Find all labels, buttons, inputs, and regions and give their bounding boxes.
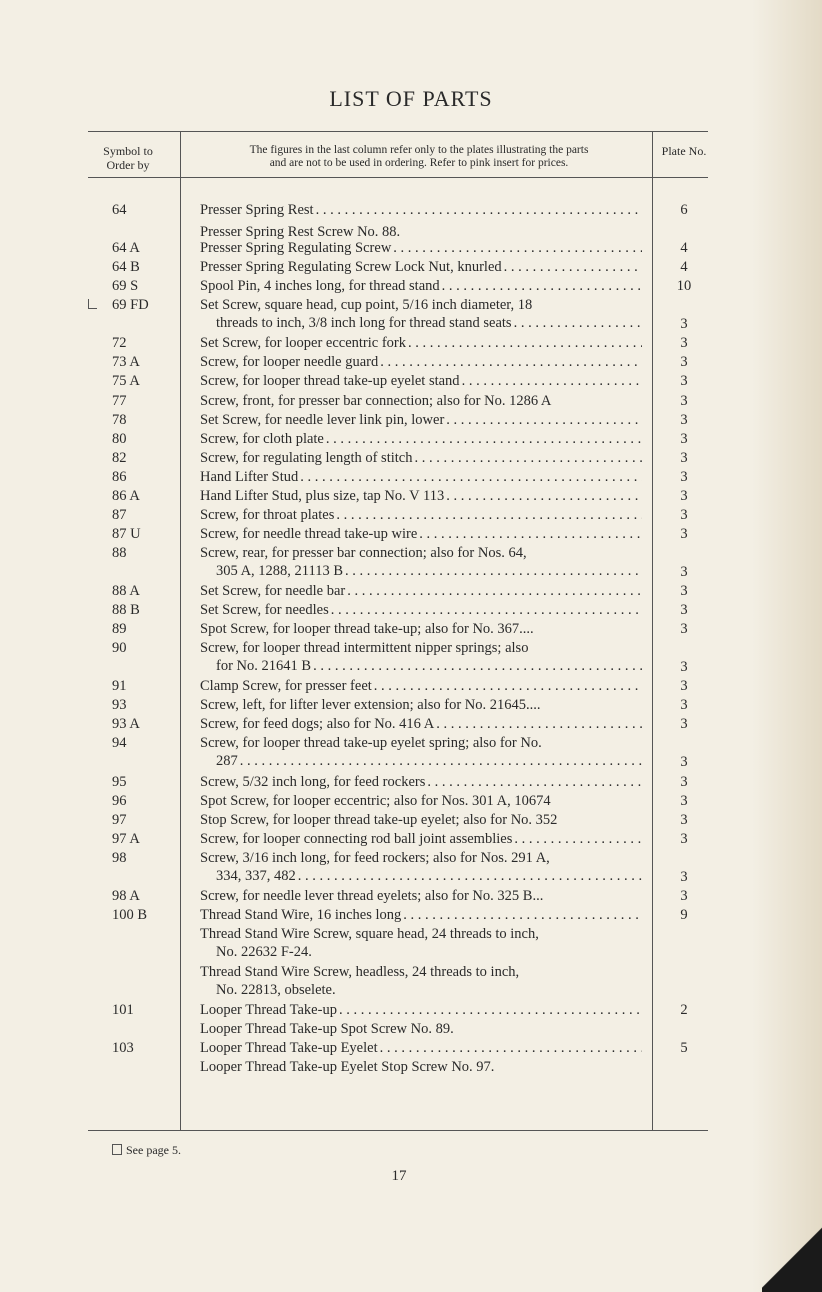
plate-number: 3 [680,716,688,732]
part-description-text: for No. 21641 B [216,658,312,674]
checkbox-marker-icon [88,299,97,309]
part-description-text: Thread Stand Wire, 16 inches long [200,907,402,923]
part-symbol-text: 97 A [112,831,140,847]
part-description [200,925,642,961]
part-symbol [88,620,168,638]
part-description [200,811,642,829]
plate-number: 5 [680,1040,688,1056]
plate-number: 6 [680,202,688,218]
part-description-text: Looper Thread Take-up [200,1002,337,1018]
part-description [200,334,642,352]
column-divider-right [652,131,653,1130]
part-symbol-text: 89 [112,621,127,637]
plate-number: 3 [680,412,688,428]
part-symbol-text: 88 B [112,602,140,618]
part-symbol [88,430,168,448]
part-description-text: 334, 337, 482 [216,868,296,884]
part-symbol [88,372,168,390]
part-description-line [200,411,642,429]
part-symbol [88,392,168,410]
part-description-line [200,392,642,410]
part-description-text: Set Screw, for needle lever link pin, lower [200,412,445,428]
plate-number: 3 [680,774,688,790]
plate-number: 4 [680,259,688,275]
part-description-line [200,239,642,257]
plate-number: 3 [680,793,688,809]
part-description [200,1020,642,1038]
part-symbol-text: 80 [112,431,127,447]
part-description-line [200,372,642,390]
plate-number: 3 [680,697,688,713]
part-description-line [200,525,642,543]
part-description-line [200,487,642,505]
plate-number: 3 [680,450,688,466]
dot-leader [408,334,642,352]
part-symbol [88,582,168,600]
part-description-text: Looper Thread Take-up Eyelet [200,1040,378,1056]
part-symbol-text: 95 [112,774,127,790]
part-symbol [88,201,168,219]
part-symbol-text: 93 A [112,716,140,732]
part-description-line [200,867,642,885]
part-symbol [88,906,168,924]
part-description [200,734,642,770]
dot-leader [504,258,642,276]
part-symbol [88,353,168,371]
plate-number: 3 [680,507,688,523]
part-description [200,620,642,638]
plate-number: 3 [680,335,688,351]
plate-number: 3 [680,354,688,370]
part-description [200,887,642,905]
part-symbol-text: 91 [112,678,127,694]
dot-leader [316,201,642,219]
part-symbol [88,887,168,905]
part-description [200,639,642,675]
part-symbol-text: 78 [112,412,127,428]
part-description-text: Screw, for looper thread take-up eyelet spring; also for No. [200,735,542,751]
part-description-line [200,715,642,733]
plate-number: 3 [680,678,688,694]
plate-number: 3 [680,469,688,485]
part-description-line [200,562,642,580]
plate-number: 3 [680,659,688,675]
part-symbol-text: 98 [112,850,127,866]
dot-leader [419,525,642,543]
plate-number: 3 [680,869,688,885]
plate-number: 3 [680,488,688,504]
part-description-text: Thread Stand Wire Screw, headless, 24 threads to inch, [200,964,520,980]
part-description-text: Screw, for looper thread take-up eyelet stand [200,373,460,389]
part-description-line [200,1001,642,1019]
part-description-text: Screw, for throat plates [200,507,335,523]
plate-reference-note [186,144,652,170]
part-description-line [200,449,642,467]
part-description-line [200,887,642,905]
part-description [200,1001,642,1019]
part-description [200,468,642,486]
header-top-rule [88,131,708,132]
part-description-text: Set Screw, for needles [200,602,329,618]
part-symbol [88,296,168,314]
dot-leader [514,314,642,332]
part-description-line [200,677,642,695]
part-symbol-text: 90 [112,640,127,656]
part-description-text: Spool Pin, 4 inches long, for thread stand [200,278,440,294]
plate-number: 3 [680,754,688,770]
part-description-text: threads to inch, 3/8 inch long for thread stand seats [216,315,512,331]
part-description [200,1058,642,1076]
symbol-column-header: Symbol to Order by [103,144,153,172]
part-description-text: Screw, for looper thread intermittent nipper springs; also [200,640,529,656]
dot-leader [331,601,642,619]
part-symbol [88,734,168,752]
plate-number: 2 [680,1002,688,1018]
part-symbol [88,677,168,695]
part-description [200,372,642,390]
dot-leader [442,277,642,295]
part-symbol-text: 101 [112,1002,134,1018]
part-description-text: Clamp Screw, for presser feet [200,678,372,694]
part-description-text: Screw, for feed dogs; also for No. 416 A [200,716,435,732]
part-description [200,544,642,580]
part-description-line [200,849,642,867]
part-symbol [88,506,168,524]
plate-number: 3 [680,602,688,618]
part-description-text: Hand Lifter Stud, plus size, tap No. V 113 [200,488,445,504]
part-symbol [88,773,168,791]
part-description-line [200,296,642,314]
page-title: LIST OF PARTS [329,86,493,111]
dot-leader [446,411,642,429]
part-symbol [88,277,168,295]
part-description-line [200,201,642,219]
part-symbol [88,487,168,505]
part-symbol-text: 73 A [112,354,140,370]
part-symbol [88,639,168,657]
part-description [200,239,642,257]
dot-leader [393,239,642,257]
part-description-line [200,334,642,352]
page-number: 17 [391,1168,407,1184]
part-description-line [200,277,642,295]
dot-leader [514,830,642,848]
part-description [200,906,642,924]
part-symbol-text: 98 A [112,888,140,904]
plate-number: 3 [680,888,688,904]
part-symbol-text: 88 [112,545,127,561]
part-symbol [88,449,168,467]
part-description [200,392,642,410]
dot-leader [414,449,642,467]
part-description-line [200,734,642,752]
part-description-line [200,773,642,791]
part-description-line [200,258,642,276]
part-description-line [200,1058,642,1076]
part-description-text: Presser Spring Rest Screw No. 88. [200,224,401,240]
part-description-text: Presser Spring Rest [200,202,314,218]
dot-leader [339,1001,642,1019]
part-description-text: Screw, 3/16 inch long, for feed rockers; also for Nos. 291 A, [200,850,550,866]
part-description [200,525,642,543]
part-description-text: Screw, front, for presser bar connection; also for No. 1286 A [200,393,552,409]
dot-leader [403,906,642,924]
part-symbol [88,715,168,733]
part-description-text: Screw, 5/32 inch long, for feed rockers [200,774,426,790]
part-description-text: Spot Screw, for looper eccentric; also for Nos. 301 A, 10674 [200,793,551,809]
plate-number: 3 [680,431,688,447]
dot-leader [436,715,642,733]
part-description-text: Screw, for looper needle guard [200,354,379,370]
plate-number: 3 [680,564,688,580]
plate-number: 4 [680,240,688,256]
plate-number: 3 [680,526,688,542]
part-description [200,677,642,695]
plate-number: 3 [680,393,688,409]
dot-leader [380,1039,642,1057]
part-description-text: Screw, for needle thread take-up wire [200,526,418,542]
part-description-text: No. 22632 F-24. [216,944,312,960]
part-description-line [200,696,642,714]
part-symbol-text: 88 A [112,583,140,599]
part-symbol [88,849,168,867]
part-description-text: Presser Spring Regulating Screw Lock Nut, knurled [200,259,502,275]
plate-column-header: Plate No. [661,144,707,158]
part-description [200,696,642,714]
part-description-line [200,1020,642,1038]
plate-number: 3 [680,373,688,389]
part-symbol [88,525,168,543]
part-symbol-text: 75 A [112,373,140,389]
plate-number: 3 [680,316,688,332]
part-symbol-text: 86 A [112,488,140,504]
part-description-line [200,468,642,486]
part-description-line [200,353,642,371]
part-symbol-text: 93 [112,697,127,713]
part-description [200,277,642,295]
part-description-line [200,752,642,770]
part-description [200,582,642,600]
part-description-line [200,1039,642,1057]
part-description [200,449,642,467]
part-description [200,487,642,505]
part-symbol-text: 97 [112,812,127,828]
part-description-line [200,981,642,999]
dot-leader [446,487,642,505]
part-symbol-text: 69 FD [112,297,149,313]
part-symbol-text: 103 [112,1040,134,1056]
dot-leader [298,867,642,885]
part-description-line [200,582,642,600]
part-description-line [200,657,642,675]
dot-leader [347,582,642,600]
part-description [200,353,642,371]
part-description [200,258,642,276]
plate-number: 3 [680,812,688,828]
plate-reference-note-line-1: The figures in the last column refer only to the plates illustrating the parts [249,144,589,156]
part-description [200,411,642,429]
part-symbol-text: 87 [112,507,127,523]
part-description [200,792,642,810]
plate-reference-note-line-2: and are not to be used in ordering. Refer to pink insert for prices. [269,157,569,169]
part-description-text: 305 A, 1288, 21113 B [216,563,344,579]
part-symbol-text: 69 S [112,278,139,294]
footnote [112,1143,181,1158]
dot-leader [240,752,642,770]
part-symbol [88,601,168,619]
part-description-text: Screw, left, for lifter lever extension; also for No. 21645.... [200,697,541,713]
part-description [200,430,642,448]
dot-leader [345,562,642,580]
part-description [200,1039,642,1057]
dot-leader [300,468,642,486]
page-corner-curl [762,1222,822,1292]
part-description-line [200,830,642,848]
part-symbol [88,411,168,429]
part-description-text: Presser Spring Regulating Screw [200,240,392,256]
part-description-text: Spot Screw, for looper thread take-up; also for No. 367.... [200,621,534,637]
part-description [200,715,642,733]
part-description-line [200,925,642,943]
part-symbol [88,792,168,810]
plate-number: 3 [680,583,688,599]
plate-number: 9 [680,907,688,923]
part-description-line [200,506,642,524]
part-description-text: Screw, for needle lever thread eyelets; also for No. 325 B... [200,888,544,904]
part-symbol-text: 87 U [112,526,141,542]
part-description-text: No. 22813, obselete. [216,982,336,998]
part-description-text: Hand Lifter Stud [200,469,299,485]
dot-leader [313,657,642,675]
part-symbol-text: 82 [112,450,127,466]
part-description-line [200,544,642,562]
part-description-line [200,811,642,829]
part-description [200,830,642,848]
page-edge-shading [752,0,822,1292]
part-symbol [88,696,168,714]
part-description-text: Screw, for cloth plate [200,431,324,447]
plate-number: 10 [676,278,692,294]
header-bottom-rule [88,177,708,178]
part-description [200,963,642,999]
dot-leader [380,353,642,371]
part-symbol-text: 64 [112,202,127,218]
part-symbol [88,811,168,829]
part-symbol-text: 72 [112,335,127,351]
part-symbol [88,334,168,352]
part-description-text: Set Screw, for needle bar [200,583,346,599]
part-description-text: Set Screw, for looper eccentric fork [200,335,406,351]
part-symbol [88,258,168,276]
part-symbol-text: 64 B [112,259,140,275]
dot-leader [336,506,642,524]
part-description [200,849,642,885]
part-description-text: Stop Screw, for looper thread take-up eyelet; also for No. 352 [200,812,558,828]
part-description-text: Looper Thread Take-up Eyelet Stop Screw No. 97. [200,1059,495,1075]
part-description-line [200,314,642,332]
part-description-text: Thread Stand Wire Screw, square head, 24 threads to inch, [200,926,539,942]
dot-leader [374,677,642,695]
part-description-text: Looper Thread Take-up Spot Screw No. 89. [200,1021,454,1037]
checkbox-marker-icon [112,1144,122,1155]
plate-number: 3 [680,831,688,847]
footnote-text: See page 5. [126,1143,181,1157]
part-description-text: 287 [216,753,238,769]
part-description [200,773,642,791]
part-symbol [88,239,168,257]
part-symbol-text: 94 [112,735,127,751]
part-description-line [200,963,642,981]
dot-leader [427,773,642,791]
part-symbol [88,468,168,486]
dot-leader [326,430,642,448]
part-description-line [200,601,642,619]
part-description-line [200,792,642,810]
part-symbol-text: 100 B [112,907,148,923]
part-symbol-text: 96 [112,793,127,809]
part-description-text: Set Screw, square head, cup point, 5/16 inch diameter, 18 [200,297,533,313]
plate-number: 3 [680,621,688,637]
part-description-line [200,639,642,657]
part-description-line [200,906,642,924]
table-bottom-rule [88,1130,708,1131]
part-description-line [200,620,642,638]
part-description-text: Screw, for looper connecting rod ball joint assemblies [200,831,513,847]
part-symbol [88,830,168,848]
part-symbol-text: 64 A [112,240,140,256]
part-description [200,201,642,219]
part-description-text: Screw, for regulating length of stitch [200,450,413,466]
part-symbol [88,1001,168,1019]
part-description [200,506,642,524]
part-symbol-text: 86 [112,469,127,485]
part-description [200,601,642,619]
dot-leader [462,372,642,390]
part-description-line [200,430,642,448]
part-description [200,296,642,332]
part-symbol-text: 77 [112,393,127,409]
part-symbol [88,544,168,562]
part-description-text: Screw, rear, for presser bar connection; also for Nos. 64, [200,545,527,561]
part-description-line [200,943,642,961]
part-symbol [88,1039,168,1057]
column-divider-left [180,131,181,1130]
